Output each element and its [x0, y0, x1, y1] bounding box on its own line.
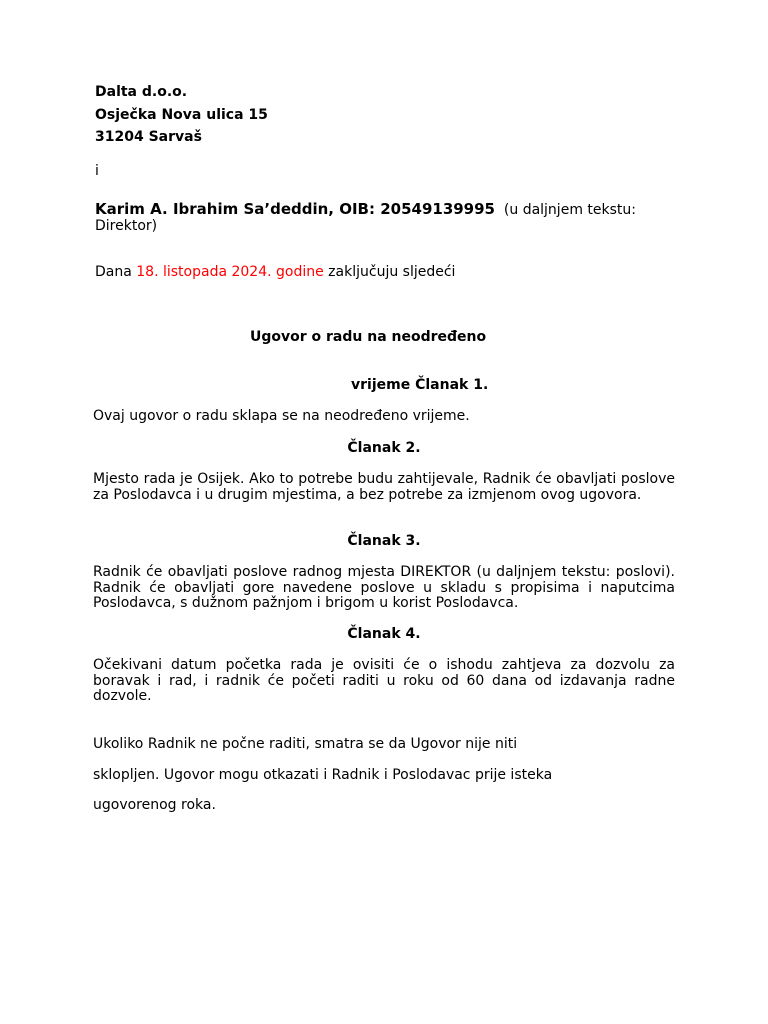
article4-line2: sklopljen. Ugovor mogu otkazati i Radnik i Poslodavac prije isteka	[93, 767, 553, 783]
article4-heading: Članak 4.	[347, 626, 421, 642]
date-prefix: Dana	[95, 264, 137, 280]
article3-text: Radnik će obavljati poslove radnog mjesta DIREKTOR (u daljnjem tekstu: poslovi). Radnik će obavljati gore navedene poslove u skladu s propisima i naputcima Poslodavca, s dužnom pažnjom i brigom u korist Poslodavca.	[93, 564, 675, 611]
employee-name-oib: Karim A. Ibrahim Sa’deddin, OIB: 20549139995	[95, 200, 495, 218]
employee-line	[95, 201, 636, 218]
employer-city: 31204 Sarvaš	[95, 129, 202, 145]
employer-name: Dalta d.o.o.	[95, 84, 188, 100]
contract-date: 18. listopada 2024. godine	[136, 264, 324, 280]
article3-heading: Članak 3.	[347, 533, 421, 549]
article2-heading: Članak 2.	[347, 440, 421, 456]
contract-title: Ugovor o radu na neodređeno	[250, 329, 487, 345]
employee-role-note: (u daljnjem tekstu:	[503, 202, 636, 218]
article4-line3: ugovorenog roka.	[93, 797, 216, 813]
contract-title-cont: vrijeme Članak 1.	[351, 377, 489, 393]
article2-text: Mjesto rada je Osijek. Ako to potrebe budu zahtijevale, Radnik će obavljati poslove za Poslodavca i u drugim mjestima, a bez potrebe za izmjenom ovog ugovora.	[93, 471, 675, 503]
article1-text: Ovaj ugovor o radu sklapa se na neodređeno vrijeme.	[93, 408, 470, 424]
date-suffix: zaključuju sljedeći	[323, 264, 456, 280]
article4-line1: Ukoliko Radnik ne počne raditi, smatra se da Ugovor nije niti	[93, 736, 518, 752]
conjunction: i	[95, 163, 99, 179]
employer-street: Osječka Nova ulica 15	[95, 107, 268, 123]
employee-role-note-cont: Direktor)	[95, 218, 158, 234]
article4-text: Očekivani datum početka rada je ovisiti će o ishodu zahtjeva za dozvolu za boravak i rad, i radnik će početi raditi u roku od 60 dana od izdavanja radne dozvole.	[93, 657, 675, 704]
date-line	[95, 264, 455, 280]
